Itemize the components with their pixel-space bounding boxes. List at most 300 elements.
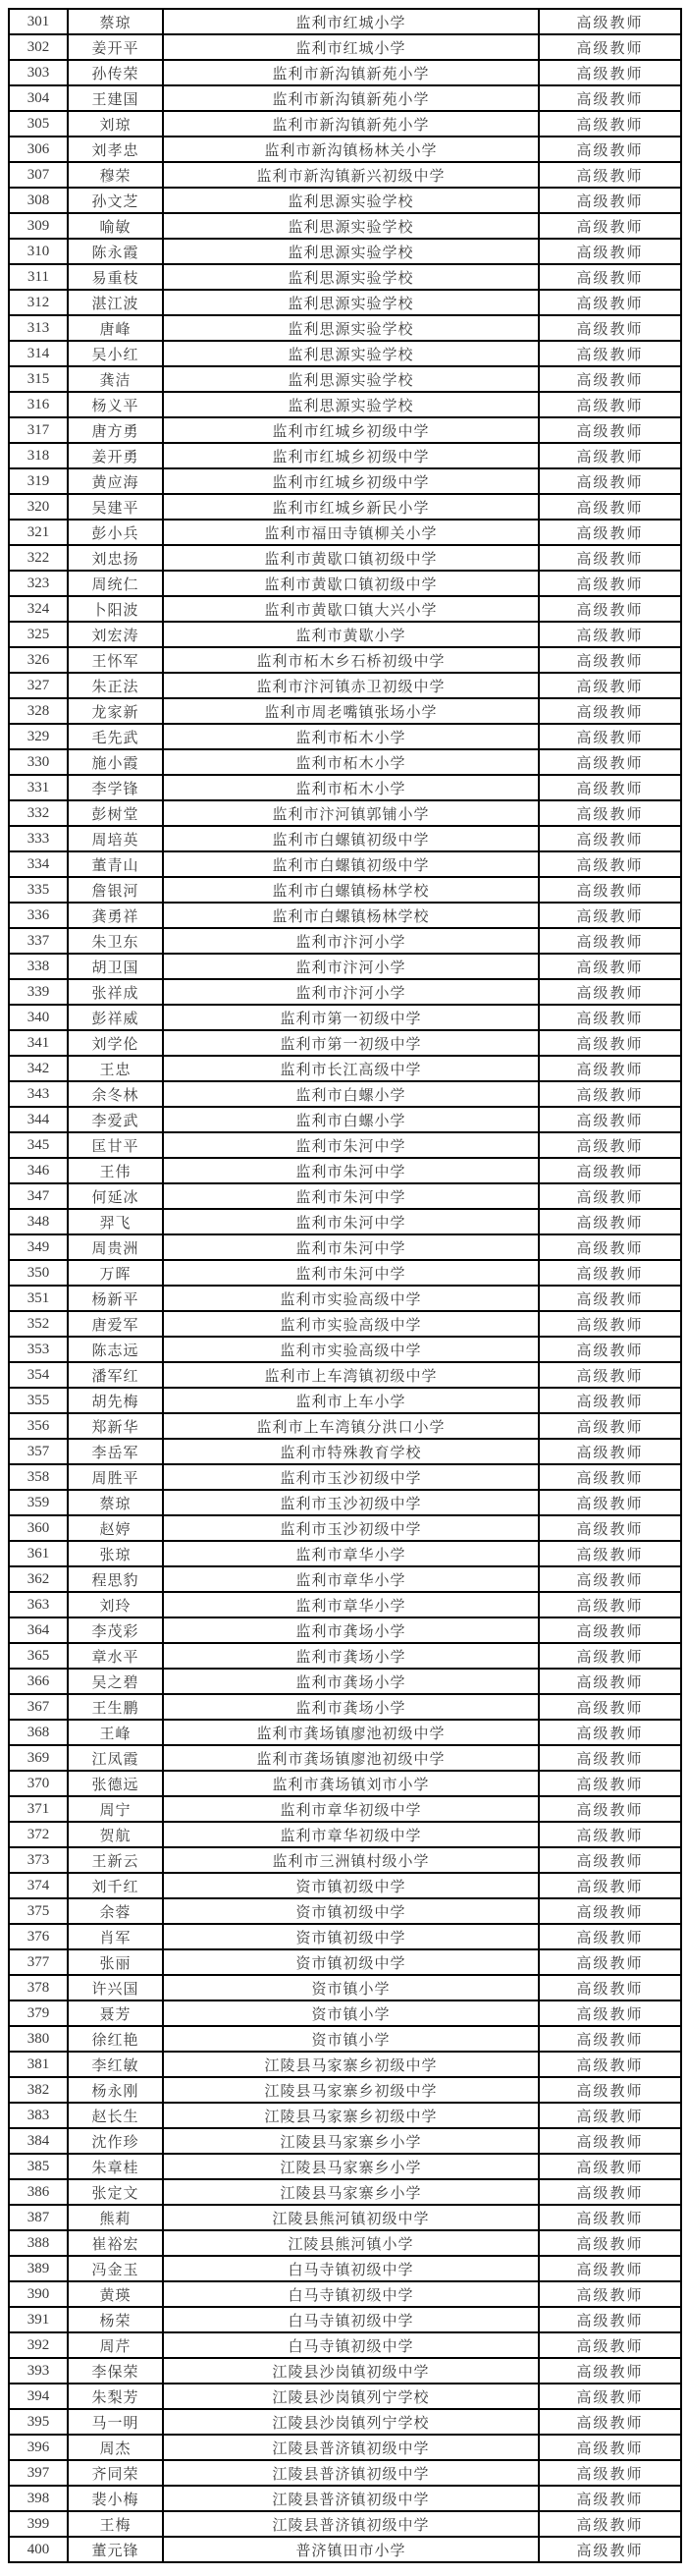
teacher-name-cell: 程思豹 [68,1566,163,1592]
title-cell: 高级教师 [539,1388,681,1413]
school-name-cell: 监利市柘木乡石桥初级中学 [163,647,539,673]
row-number-cell: 319 [9,468,68,494]
teacher-name-cell: 杨义平 [68,392,163,417]
table-row [9,698,681,724]
teacher-name-cell: 聂芳 [68,2001,163,2026]
row-number-cell: 344 [9,1107,68,1132]
school-name-cell: 白马寺镇初级中学 [163,2307,539,2332]
row-number-cell: 391 [9,2307,68,2332]
table-row [9,1490,681,1515]
row-number-cell: 345 [9,1132,68,1158]
school-name-cell: 监利市朱河中学 [163,1132,539,1158]
title-cell: 高级教师 [539,673,681,698]
row-number-cell: 310 [9,239,68,264]
teacher-name-cell: 匡甘平 [68,1132,163,1158]
school-name-cell: 监利市新沟镇杨林关小学 [163,137,539,162]
teacher-name-cell: 李茂彩 [68,1617,163,1643]
table-row [9,494,681,520]
row-number-cell: 387 [9,2205,68,2230]
table-row [9,2179,681,2205]
row-number-cell: 346 [9,1158,68,1183]
teacher-name-cell: 杨新平 [68,1286,163,1311]
teacher-name-cell: 唐峰 [68,315,163,341]
table-row [9,1234,681,1260]
title-cell: 高级教师 [539,954,681,979]
table-row [9,9,681,34]
title-cell: 高级教师 [539,1490,681,1515]
school-name-cell: 监利市白螺镇杨林学校 [163,877,539,903]
school-name-cell: 江陵县普济镇初级中学 [163,2486,539,2511]
row-number-cell: 365 [9,1643,68,1669]
table-row [9,596,681,622]
table-row [9,2435,681,2460]
school-name-cell: 监利市章华小学 [163,1541,539,1566]
teacher-name-cell: 江凤霞 [68,1745,163,1771]
school-name-cell: 监利市玉沙初级中学 [163,1515,539,1541]
row-number-cell: 302 [9,34,68,60]
school-name-cell: 监利市红城小学 [163,9,539,34]
teacher-name-cell: 沈作珍 [68,2128,163,2154]
table-row [9,1566,681,1592]
teacher-name-cell: 朱梨芳 [68,2384,163,2409]
teacher-name-cell: 穆荣 [68,162,163,188]
row-number-cell: 353 [9,1337,68,1362]
school-name-cell: 监利市柘木小学 [163,775,539,800]
table-row [9,1515,681,1541]
table-row [9,1260,681,1286]
school-name-cell: 江陵县沙岗镇初级中学 [163,2358,539,2384]
teacher-name-cell: 王峰 [68,1720,163,1745]
teacher-name-cell: 董元锋 [68,2537,163,2562]
teacher-name-cell: 胡先梅 [68,1388,163,1413]
title-cell: 高级教师 [539,800,681,826]
row-number-cell: 328 [9,698,68,724]
title-cell: 高级教师 [539,1694,681,1720]
table-row [9,1132,681,1158]
teacher-name-cell: 黄瑛 [68,2281,163,2307]
teacher-name-cell: 龚勇祥 [68,903,163,928]
table-row [9,85,681,111]
row-number-cell: 306 [9,137,68,162]
row-number-cell: 327 [9,673,68,698]
school-name-cell: 监利市白螺小学 [163,1107,539,1132]
school-name-cell: 监利市黄歇口镇大兴小学 [163,596,539,622]
table-row [9,1158,681,1183]
teacher-name-cell: 王忠 [68,1056,163,1081]
school-name-cell: 监利市实验高级中学 [163,1311,539,1337]
teacher-name-cell: 杨永刚 [68,2077,163,2103]
school-name-cell: 资市镇初级中学 [163,1949,539,1975]
school-name-cell: 监利市上车湾镇分洪口小学 [163,1413,539,1439]
row-number-cell: 340 [9,1005,68,1030]
row-number-cell: 362 [9,1566,68,1592]
teacher-name-cell: 朱章桂 [68,2154,163,2179]
title-cell: 高级教师 [539,1924,681,1949]
teacher-name-cell: 刘孝忠 [68,137,163,162]
teacher-name-cell: 黄应海 [68,468,163,494]
title-cell: 高级教师 [539,1362,681,1388]
teacher-name-cell: 吴之碧 [68,1669,163,1694]
school-name-cell: 监利市周老嘴镇张场小学 [163,698,539,724]
title-cell: 高级教师 [539,1617,681,1643]
title-cell: 高级教师 [539,188,681,213]
row-number-cell: 303 [9,60,68,85]
title-cell: 高级教师 [539,494,681,520]
table-row [9,1873,681,1898]
table-row [9,749,681,775]
school-name-cell: 江陵县熊河镇小学 [163,2230,539,2256]
row-number-cell: 364 [9,1617,68,1643]
table-row [9,1949,681,1975]
title-cell: 高级教师 [539,2384,681,2409]
school-name-cell: 监利市长江高级中学 [163,1056,539,1081]
table-row [9,213,681,239]
title-cell: 高级教师 [539,2179,681,2205]
teacher-name-cell: 王建国 [68,85,163,111]
title-cell: 高级教师 [539,851,681,877]
table-row [9,1030,681,1056]
school-name-cell: 监利市新沟镇新苑小学 [163,111,539,137]
title-cell: 高级教师 [539,2281,681,2307]
school-name-cell: 监利思源实验学校 [163,213,539,239]
teacher-name-cell: 王梅 [68,2511,163,2537]
teacher-name-cell: 裴小梅 [68,2486,163,2511]
teacher-name-cell: 熊莉 [68,2205,163,2230]
table-row [9,60,681,85]
school-name-cell: 监利市汴河镇郭铺小学 [163,800,539,826]
teacher-name-cell: 贺航 [68,1822,163,1847]
school-name-cell: 江陵县马家寨乡初级中学 [163,2052,539,2077]
table-row [9,724,681,749]
teacher-name-cell: 施小霞 [68,749,163,775]
teacher-name-cell: 湛江波 [68,290,163,315]
table-row [9,2128,681,2154]
table-row [9,443,681,468]
school-name-cell: 监利市新沟镇新苑小学 [163,60,539,85]
title-cell: 高级教师 [539,1745,681,1771]
title-cell: 高级教师 [539,1771,681,1796]
teacher-name-cell: 张琼 [68,1541,163,1566]
row-number-cell: 314 [9,341,68,366]
table-row [9,2384,681,2409]
row-number-cell: 323 [9,571,68,596]
row-number-cell: 380 [9,2026,68,2052]
school-name-cell: 资市镇初级中学 [163,1898,539,1924]
table-row [9,1107,681,1132]
title-cell: 高级教师 [539,1796,681,1822]
school-name-cell: 监利市汴河小学 [163,979,539,1005]
teacher-name-cell: 肖军 [68,1924,163,1949]
row-number-cell: 400 [9,2537,68,2562]
school-name-cell: 监利市福田寺镇柳关小学 [163,520,539,545]
row-number-cell: 361 [9,1541,68,1566]
teacher-name-cell: 马一明 [68,2409,163,2435]
row-number-cell: 355 [9,1388,68,1413]
row-number-cell: 382 [9,2077,68,2103]
title-cell: 高级教师 [539,162,681,188]
table-row [9,468,681,494]
title-cell: 高级教师 [539,137,681,162]
row-number-cell: 330 [9,749,68,775]
teacher-name-cell: 唐方勇 [68,417,163,443]
teacher-name-cell: 赵长生 [68,2103,163,2128]
title-cell: 高级教师 [539,60,681,85]
teacher-name-cell: 彭树堂 [68,800,163,826]
teacher-name-cell: 王伟 [68,1158,163,1183]
table-row [9,1898,681,1924]
school-name-cell: 监利市汴河镇赤卫初级中学 [163,673,539,698]
table-row [9,2077,681,2103]
teacher-name-cell: 周贵洲 [68,1234,163,1260]
row-number-cell: 377 [9,1949,68,1975]
title-cell: 高级教师 [539,1949,681,1975]
row-number-cell: 313 [9,315,68,341]
teacher-name-cell: 姜开平 [68,34,163,60]
row-number-cell: 358 [9,1464,68,1490]
row-number-cell: 336 [9,903,68,928]
table-row [9,1669,681,1694]
table-row [9,2205,681,2230]
teacher-name-cell: 张定文 [68,2179,163,2205]
row-number-cell: 329 [9,724,68,749]
title-cell: 高级教师 [539,545,681,571]
title-cell: 高级教师 [539,1209,681,1234]
table-row [9,545,681,571]
table-row [9,673,681,698]
school-name-cell: 监利市朱河中学 [163,1209,539,1234]
school-name-cell: 江陵县马家寨乡小学 [163,2154,539,2179]
row-number-cell: 367 [9,1694,68,1720]
school-name-cell: 监利市红城乡初级中学 [163,443,539,468]
title-cell: 高级教师 [539,2205,681,2230]
title-cell: 高级教师 [539,1260,681,1286]
table-row [9,1439,681,1464]
school-name-cell: 资市镇小学 [163,1975,539,2001]
title-cell: 高级教师 [539,2332,681,2358]
school-name-cell: 监利市玉沙初级中学 [163,1464,539,1490]
title-cell: 高级教师 [539,9,681,34]
school-name-cell: 资市镇小学 [163,2001,539,2026]
table-row [9,2103,681,2128]
table-row [9,1005,681,1030]
school-name-cell: 监利思源实验学校 [163,290,539,315]
teacher-name-cell: 朱卫东 [68,928,163,954]
row-number-cell: 339 [9,979,68,1005]
teacher-name-cell: 章水平 [68,1643,163,1669]
row-number-cell: 350 [9,1260,68,1286]
title-cell: 高级教师 [539,1464,681,1490]
table-row [9,290,681,315]
table-row [9,571,681,596]
row-number-cell: 325 [9,622,68,647]
teacher-name-cell: 孙文芝 [68,188,163,213]
row-number-cell: 396 [9,2435,68,2460]
school-name-cell: 监利市白螺镇初级中学 [163,851,539,877]
title-cell: 高级教师 [539,622,681,647]
row-number-cell: 342 [9,1056,68,1081]
table-row [9,111,681,137]
title-cell: 高级教师 [539,2486,681,2511]
row-number-cell: 315 [9,366,68,392]
teacher-name-cell: 彭小兵 [68,520,163,545]
title-cell: 高级教师 [539,2537,681,2562]
teacher-name-cell: 陈永霞 [68,239,163,264]
table-row [9,1081,681,1107]
school-name-cell: 资市镇小学 [163,2026,539,2052]
school-name-cell: 监利市朱河中学 [163,1158,539,1183]
table-row [9,1975,681,2001]
row-number-cell: 376 [9,1924,68,1949]
table-row [9,341,681,366]
school-name-cell: 监利市章华初级中学 [163,1796,539,1822]
title-cell: 高级教师 [539,698,681,724]
title-cell: 高级教师 [539,1183,681,1209]
school-name-cell: 监利市柘木小学 [163,724,539,749]
school-name-cell: 监利市新沟镇新兴初级中学 [163,162,539,188]
row-number-cell: 311 [9,264,68,290]
row-number-cell: 338 [9,954,68,979]
row-number-cell: 321 [9,520,68,545]
school-name-cell: 监利市新沟镇新苑小学 [163,85,539,111]
teacher-name-cell: 余冬林 [68,1081,163,1107]
title-cell: 高级教师 [539,1643,681,1669]
row-number-cell: 394 [9,2384,68,2409]
row-number-cell: 316 [9,392,68,417]
table-row [9,775,681,800]
teacher-name-cell: 蔡琼 [68,1490,163,1515]
school-name-cell: 监利市第一初级中学 [163,1030,539,1056]
school-name-cell: 监利市黄歇口镇初级中学 [163,571,539,596]
row-number-cell: 359 [9,1490,68,1515]
row-number-cell: 374 [9,1873,68,1898]
school-name-cell: 江陵县普济镇初级中学 [163,2460,539,2486]
title-cell: 高级教师 [539,2511,681,2537]
school-name-cell: 江陵县沙岗镇列宁学校 [163,2384,539,2409]
teacher-name-cell: 许兴国 [68,1975,163,2001]
table-row [9,2511,681,2537]
school-name-cell: 监利市龚场小学 [163,1617,539,1643]
school-name-cell: 监利市章华小学 [163,1592,539,1617]
title-cell: 高级教师 [539,571,681,596]
school-name-cell: 监利思源实验学校 [163,392,539,417]
teacher-name-cell: 吴建平 [68,494,163,520]
teacher-name-cell: 刘学伦 [68,1030,163,1056]
table-row [9,903,681,928]
table-row [9,2537,681,2562]
row-number-cell: 343 [9,1081,68,1107]
table-row [9,1337,681,1362]
row-number-cell: 351 [9,1286,68,1311]
school-name-cell: 监利市白螺镇初级中学 [163,826,539,851]
row-number-cell: 385 [9,2154,68,2179]
teacher-name-cell: 赵婷 [68,1515,163,1541]
row-number-cell: 356 [9,1413,68,1439]
table-row [9,2460,681,2486]
row-number-cell: 309 [9,213,68,239]
row-number-cell: 347 [9,1183,68,1209]
title-cell: 高级教师 [539,826,681,851]
title-cell: 高级教师 [539,1081,681,1107]
title-cell: 高级教师 [539,85,681,111]
title-cell: 高级教师 [539,2154,681,2179]
teacher-name-cell: 刘忠扬 [68,545,163,571]
school-name-cell: 监利思源实验学校 [163,366,539,392]
table-row [9,2281,681,2307]
table-body [9,9,681,2562]
table-row [9,1209,681,1234]
table-row [9,826,681,851]
table-row [9,264,681,290]
teacher-name-cell: 张祥成 [68,979,163,1005]
table-row [9,1413,681,1439]
table-row [9,2358,681,2384]
school-name-cell: 监利市章华初级中学 [163,1822,539,1847]
school-name-cell: 江陵县沙岗镇列宁学校 [163,2409,539,2435]
title-cell: 高级教师 [539,443,681,468]
school-name-cell: 监利市龚场镇廖池初级中学 [163,1720,539,1745]
row-number-cell: 399 [9,2511,68,2537]
teacher-name-cell: 王生鹏 [68,1694,163,1720]
table-row [9,417,681,443]
school-name-cell: 监利市朱河中学 [163,1183,539,1209]
teacher-name-cell: 詹银河 [68,877,163,903]
table-row [9,1847,681,1873]
teacher-name-cell: 胡卫国 [68,954,163,979]
teacher-name-cell: 董青山 [68,851,163,877]
teacher-name-cell: 李保荣 [68,2358,163,2384]
row-number-cell: 326 [9,647,68,673]
title-cell: 高级教师 [539,2435,681,2460]
teacher-name-cell: 周统仁 [68,571,163,596]
table-row [9,2052,681,2077]
school-name-cell: 监利市黄歇小学 [163,622,539,647]
table-row [9,2486,681,2511]
row-number-cell: 370 [9,1771,68,1796]
row-number-cell: 331 [9,775,68,800]
school-name-cell: 白马寺镇初级中学 [163,2256,539,2281]
table-row [9,2230,681,2256]
row-number-cell: 307 [9,162,68,188]
table-row [9,239,681,264]
school-name-cell: 监利市章华小学 [163,1566,539,1592]
school-name-cell: 监利市朱河中学 [163,1234,539,1260]
school-name-cell: 监利市上车湾镇初级中学 [163,1362,539,1388]
teacher-name-cell: 蔡琼 [68,9,163,34]
teacher-name-cell: 刘千红 [68,1873,163,1898]
teacher-name-cell: 周宁 [68,1796,163,1822]
row-number-cell: 322 [9,545,68,571]
school-name-cell: 监利思源实验学校 [163,341,539,366]
teacher-name-cell: 喻敏 [68,213,163,239]
school-name-cell: 监利市汴河小学 [163,928,539,954]
row-number-cell: 341 [9,1030,68,1056]
title-cell: 高级教师 [539,2256,681,2281]
teacher-name-cell: 龚洁 [68,366,163,392]
row-number-cell: 386 [9,2179,68,2205]
school-name-cell: 普济镇田市小学 [163,2537,539,2562]
title-cell: 高级教师 [539,366,681,392]
teacher-name-cell: 刘玲 [68,1592,163,1617]
title-cell: 高级教师 [539,1515,681,1541]
row-number-cell: 392 [9,2332,68,2358]
table-row [9,2001,681,2026]
title-cell: 高级教师 [539,239,681,264]
table-row [9,2154,681,2179]
title-cell: 高级教师 [539,1107,681,1132]
school-name-cell: 监利市红城小学 [163,34,539,60]
school-name-cell: 监利市红城乡新民小学 [163,494,539,520]
title-cell: 高级教师 [539,1975,681,2001]
